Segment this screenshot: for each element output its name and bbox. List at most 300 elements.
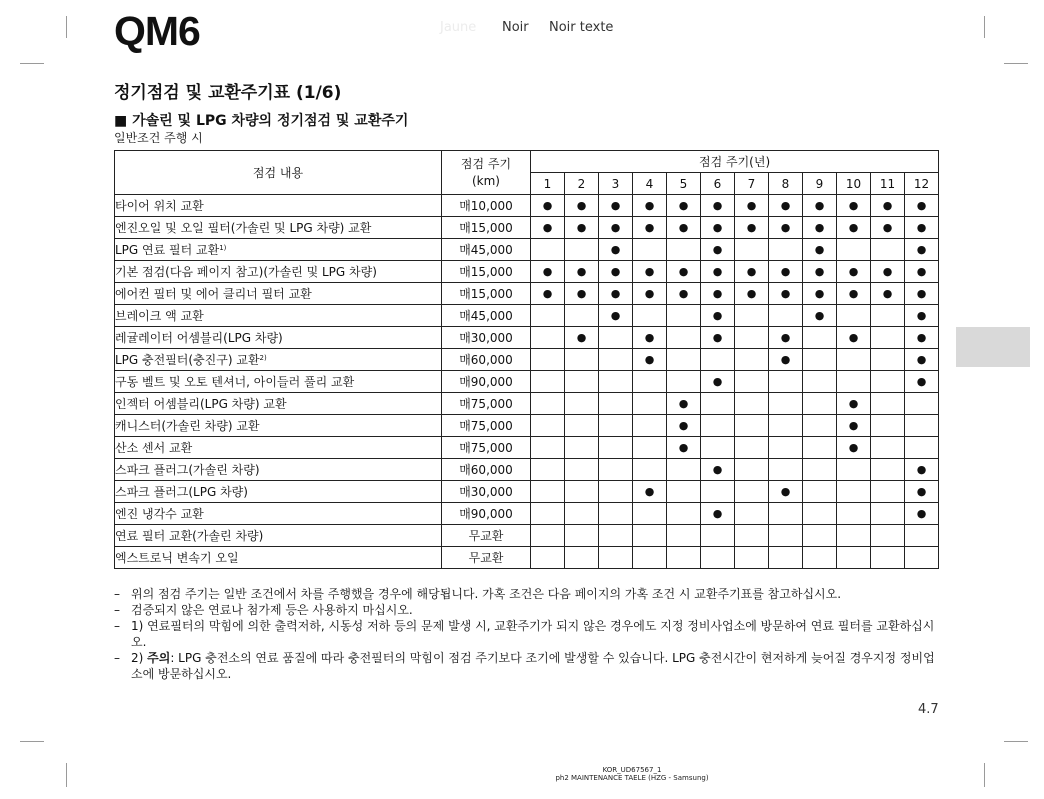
table-row bbox=[115, 547, 939, 569]
interval-empty bbox=[565, 481, 599, 503]
interval-dot: ● bbox=[667, 261, 701, 283]
interval-dot: ● bbox=[701, 283, 735, 305]
interval-empty bbox=[871, 349, 905, 371]
interval-dot: ● bbox=[667, 195, 701, 217]
interval-empty bbox=[599, 503, 633, 525]
interval-empty bbox=[803, 393, 837, 415]
interval-km: 매75,000 bbox=[442, 393, 531, 415]
interval-empty bbox=[565, 525, 599, 547]
interval-dot: ● bbox=[905, 283, 939, 305]
inspection-item bbox=[115, 239, 442, 261]
interval-dot: ● bbox=[837, 217, 871, 239]
interval-dot: ● bbox=[803, 239, 837, 261]
interval-empty bbox=[667, 349, 701, 371]
inspection-item bbox=[115, 305, 442, 327]
inspection-item-label: 레귤레이터 어셈블리(LPG 차량) bbox=[115, 331, 283, 345]
interval-dot: ● bbox=[837, 393, 871, 415]
interval-dot: ● bbox=[803, 305, 837, 327]
interval-empty bbox=[531, 349, 565, 371]
header-year-3: 3 bbox=[599, 173, 633, 195]
footnote-dash: – bbox=[114, 587, 120, 601]
interval-dot: ● bbox=[769, 327, 803, 349]
interval-empty bbox=[735, 305, 769, 327]
interval-dot: ● bbox=[531, 261, 565, 283]
interval-empty bbox=[769, 459, 803, 481]
interval-dot: ● bbox=[599, 261, 633, 283]
interval-dot: ● bbox=[701, 195, 735, 217]
interval-km: 매45,000 bbox=[442, 239, 531, 261]
interval-empty bbox=[871, 525, 905, 547]
interval-empty bbox=[599, 437, 633, 459]
interval-empty bbox=[599, 327, 633, 349]
inspection-item-label: 에어컨 필터 및 에어 클리너 필터 교환 bbox=[115, 287, 312, 301]
table-row bbox=[115, 525, 939, 547]
page-title: 정기점검 및 교환주기표 (1/6) bbox=[114, 83, 342, 103]
footnote-ref: 1) bbox=[219, 244, 227, 252]
inspection-item-label: 타이어 위치 교환 bbox=[115, 199, 204, 213]
interval-empty bbox=[837, 349, 871, 371]
interval-dot: ● bbox=[565, 327, 599, 349]
interval-empty bbox=[769, 239, 803, 261]
interval-km: 매60,000 bbox=[442, 349, 531, 371]
interval-empty bbox=[667, 459, 701, 481]
interval-dot: ● bbox=[633, 481, 667, 503]
crop-mark bbox=[20, 63, 44, 64]
interval-dot: ● bbox=[701, 371, 735, 393]
crop-mark bbox=[1004, 63, 1028, 64]
interval-dot: ● bbox=[905, 371, 939, 393]
interval-empty bbox=[769, 371, 803, 393]
interval-dot: ● bbox=[837, 283, 871, 305]
interval-empty bbox=[701, 349, 735, 371]
interval-empty bbox=[599, 547, 633, 569]
footnote-text: 검증되지 않은 연료나 첨가제 등은 사용하지 마십시오. bbox=[131, 603, 413, 617]
interval-dot: ● bbox=[803, 261, 837, 283]
interval-dot: ● bbox=[565, 261, 599, 283]
interval-empty bbox=[531, 503, 565, 525]
interval-empty bbox=[633, 437, 667, 459]
interval-empty bbox=[803, 437, 837, 459]
interval-empty bbox=[667, 371, 701, 393]
interval-dot: ● bbox=[599, 195, 633, 217]
interval-empty bbox=[599, 525, 633, 547]
interval-empty bbox=[565, 349, 599, 371]
interval-empty bbox=[905, 393, 939, 415]
interval-empty bbox=[565, 547, 599, 569]
header-year-4: 4 bbox=[633, 173, 667, 195]
inspection-item bbox=[115, 547, 442, 569]
interval-dot: ● bbox=[667, 415, 701, 437]
interval-empty bbox=[905, 437, 939, 459]
interval-dot: ● bbox=[633, 217, 667, 239]
interval-dot: ● bbox=[905, 239, 939, 261]
interval-empty bbox=[735, 239, 769, 261]
footnote-dash: – bbox=[114, 651, 120, 665]
interval-dot: ● bbox=[837, 437, 871, 459]
footnote-dash: – bbox=[114, 619, 120, 633]
inspection-item bbox=[115, 393, 442, 415]
interval-empty bbox=[837, 503, 871, 525]
header-year-7: 7 bbox=[735, 173, 769, 195]
header-year-8: 8 bbox=[769, 173, 803, 195]
interval-empty bbox=[531, 305, 565, 327]
interval-km: 매15,000 bbox=[442, 217, 531, 239]
crop-mark bbox=[66, 763, 67, 787]
interval-empty bbox=[633, 525, 667, 547]
interval-dot: ● bbox=[905, 349, 939, 371]
interval-empty bbox=[565, 371, 599, 393]
inspection-item-label: 캐니스터(가솔린 차량) 교환 bbox=[115, 419, 260, 433]
interval-empty bbox=[871, 239, 905, 261]
inspection-item-label: 엔진 냉각수 교환 bbox=[115, 507, 204, 521]
interval-empty bbox=[837, 481, 871, 503]
interval-dot: ● bbox=[735, 261, 769, 283]
interval-dot: ● bbox=[735, 195, 769, 217]
interval-empty bbox=[531, 327, 565, 349]
interval-dot: ● bbox=[531, 217, 565, 239]
footnote-ref: 2) bbox=[259, 354, 267, 362]
header-interval-km bbox=[442, 151, 531, 195]
interval-km: 매90,000 bbox=[442, 503, 531, 525]
inspection-item-label: LPG 충전필터(충진구) 교환 bbox=[115, 353, 260, 367]
interval-dot: ● bbox=[701, 459, 735, 481]
interval-empty bbox=[701, 393, 735, 415]
table-row bbox=[115, 305, 939, 327]
header-interval-km-line2: (km) bbox=[471, 173, 500, 188]
interval-dot: ● bbox=[837, 327, 871, 349]
interval-dot: ● bbox=[905, 481, 939, 503]
interval-dot: ● bbox=[565, 195, 599, 217]
interval-dot: ● bbox=[633, 283, 667, 305]
interval-empty bbox=[565, 503, 599, 525]
interval-dot: ● bbox=[701, 327, 735, 349]
inspection-item bbox=[115, 415, 442, 437]
table-row bbox=[115, 195, 939, 217]
inspection-item bbox=[115, 459, 442, 481]
interval-empty bbox=[871, 415, 905, 437]
interval-empty bbox=[633, 459, 667, 481]
interval-empty bbox=[803, 503, 837, 525]
interval-empty bbox=[803, 547, 837, 569]
interval-empty bbox=[667, 305, 701, 327]
interval-km: 매15,000 bbox=[442, 261, 531, 283]
table-row bbox=[115, 481, 939, 503]
interval-dot: ● bbox=[803, 195, 837, 217]
document-code: KOR_UD67567_1 bbox=[602, 766, 662, 774]
table-row bbox=[115, 283, 939, 305]
interval-dot: ● bbox=[871, 261, 905, 283]
interval-empty bbox=[531, 239, 565, 261]
interval-dot: ● bbox=[871, 195, 905, 217]
inspection-item-label: 스파크 플러그(가솔린 차량) bbox=[115, 463, 260, 477]
inspection-item-label: 인젝터 어셈블리(LPG 차량) 교환 bbox=[115, 397, 287, 411]
inspection-item bbox=[115, 503, 442, 525]
inspection-item bbox=[115, 371, 442, 393]
interval-empty bbox=[701, 437, 735, 459]
interval-dot: ● bbox=[871, 217, 905, 239]
interval-empty bbox=[735, 503, 769, 525]
inspection-item-label: LPG 연료 필터 교환 bbox=[115, 243, 220, 257]
interval-empty bbox=[667, 239, 701, 261]
table-row bbox=[115, 393, 939, 415]
interval-empty bbox=[871, 459, 905, 481]
header-year-9: 9 bbox=[803, 173, 837, 195]
inspection-item-label: 엑스트로닉 변속기 오일 bbox=[115, 551, 239, 565]
interval-dot: ● bbox=[837, 261, 871, 283]
interval-empty bbox=[599, 459, 633, 481]
table-row bbox=[115, 349, 939, 371]
interval-empty bbox=[803, 415, 837, 437]
interval-empty bbox=[633, 393, 667, 415]
table-row bbox=[115, 327, 939, 349]
interval-dot: ● bbox=[701, 503, 735, 525]
interval-empty bbox=[565, 239, 599, 261]
footnote-text: 위의 점검 주기는 일반 조건에서 차를 주행했을 경우에 해당됩니다. 가혹 조건은 다음 페이지의 가혹 조건 시 교환주기표를 참고하십시오. bbox=[131, 587, 842, 601]
interval-empty bbox=[735, 547, 769, 569]
interval-empty bbox=[633, 503, 667, 525]
interval-empty bbox=[871, 393, 905, 415]
inspection-item bbox=[115, 481, 442, 503]
interval-empty bbox=[837, 459, 871, 481]
interval-empty bbox=[769, 525, 803, 547]
interval-empty bbox=[905, 547, 939, 569]
interval-dot: ● bbox=[565, 283, 599, 305]
interval-dot: ● bbox=[803, 283, 837, 305]
interval-dot: ● bbox=[803, 217, 837, 239]
interval-dot: ● bbox=[667, 283, 701, 305]
interval-dot: ● bbox=[599, 217, 633, 239]
inspection-item bbox=[115, 261, 442, 283]
interval-dot: ● bbox=[735, 217, 769, 239]
interval-empty bbox=[735, 371, 769, 393]
interval-empty bbox=[599, 371, 633, 393]
footnote-number: 1) bbox=[131, 619, 148, 633]
interval-empty bbox=[667, 481, 701, 503]
interval-dot: ● bbox=[599, 305, 633, 327]
interval-empty bbox=[599, 481, 633, 503]
interval-empty bbox=[735, 525, 769, 547]
interval-dot: ● bbox=[531, 283, 565, 305]
interval-empty bbox=[735, 437, 769, 459]
interval-empty bbox=[837, 239, 871, 261]
inspection-item-label: 엔진오일 및 오일 필터(가솔린 및 LPG 차량) 교환 bbox=[115, 221, 372, 235]
inspection-item-label: 스파크 플러그(LPG 차량) bbox=[115, 485, 248, 499]
interval-empty bbox=[735, 481, 769, 503]
header-year-10: 10 bbox=[837, 173, 871, 195]
interval-empty bbox=[837, 525, 871, 547]
interval-km: 매30,000 bbox=[442, 481, 531, 503]
interval-dot: ● bbox=[667, 217, 701, 239]
interval-empty bbox=[599, 393, 633, 415]
interval-dot: ● bbox=[905, 459, 939, 481]
interval-km: 매30,000 bbox=[442, 327, 531, 349]
interval-km: 무교환 bbox=[442, 547, 531, 569]
table-row bbox=[115, 459, 939, 481]
interval-dot: ● bbox=[905, 261, 939, 283]
interval-empty bbox=[633, 415, 667, 437]
chapter-tab-marker bbox=[956, 327, 1030, 367]
interval-dot: ● bbox=[633, 327, 667, 349]
interval-km: 매45,000 bbox=[442, 305, 531, 327]
crop-mark bbox=[20, 741, 44, 742]
interval-empty bbox=[633, 305, 667, 327]
interval-dot: ● bbox=[905, 327, 939, 349]
table-row bbox=[115, 217, 939, 239]
interval-empty bbox=[633, 547, 667, 569]
interval-km: 매90,000 bbox=[442, 371, 531, 393]
interval-dot: ● bbox=[701, 305, 735, 327]
interval-empty bbox=[735, 393, 769, 415]
interval-empty bbox=[871, 547, 905, 569]
interval-empty bbox=[905, 415, 939, 437]
interval-empty bbox=[667, 525, 701, 547]
interval-empty bbox=[735, 349, 769, 371]
interval-km: 매15,000 bbox=[442, 283, 531, 305]
interval-dot: ● bbox=[599, 283, 633, 305]
interval-dot: ● bbox=[633, 349, 667, 371]
inspection-item bbox=[115, 349, 442, 371]
header-year-12: 12 bbox=[905, 173, 939, 195]
table-row bbox=[115, 239, 939, 261]
interval-empty bbox=[735, 415, 769, 437]
interval-empty bbox=[701, 525, 735, 547]
interval-dot: ● bbox=[769, 283, 803, 305]
crop-mark bbox=[66, 16, 67, 38]
footnote bbox=[114, 602, 942, 618]
table-row bbox=[115, 261, 939, 283]
header-year-11: 11 bbox=[871, 173, 905, 195]
interval-empty bbox=[531, 481, 565, 503]
interval-dot: ● bbox=[871, 283, 905, 305]
interval-km: 매75,000 bbox=[442, 437, 531, 459]
interval-dot: ● bbox=[633, 195, 667, 217]
interval-empty bbox=[701, 415, 735, 437]
interval-empty bbox=[735, 459, 769, 481]
interval-empty bbox=[633, 371, 667, 393]
inspection-item-label: 산소 센서 교환 bbox=[115, 441, 193, 455]
interval-empty bbox=[769, 547, 803, 569]
interval-empty bbox=[531, 393, 565, 415]
footnotes bbox=[114, 586, 942, 682]
inspection-item-label: 구동 벨트 및 오토 텐셔너, 아이들러 풀리 교환 bbox=[115, 375, 355, 389]
interval-empty bbox=[565, 459, 599, 481]
interval-dot: ● bbox=[531, 195, 565, 217]
interval-empty bbox=[803, 481, 837, 503]
interval-empty bbox=[735, 327, 769, 349]
interval-dot: ● bbox=[769, 217, 803, 239]
interval-empty bbox=[803, 349, 837, 371]
header-year-1: 1 bbox=[531, 173, 565, 195]
interval-empty bbox=[905, 525, 939, 547]
interval-empty bbox=[565, 393, 599, 415]
interval-dot: ● bbox=[599, 239, 633, 261]
interval-dot: ● bbox=[905, 217, 939, 239]
interval-empty bbox=[531, 525, 565, 547]
interval-empty bbox=[565, 305, 599, 327]
interval-empty bbox=[599, 349, 633, 371]
interval-empty bbox=[803, 525, 837, 547]
footnote bbox=[114, 650, 942, 682]
interval-empty bbox=[701, 481, 735, 503]
interval-dot: ● bbox=[769, 195, 803, 217]
interval-dot: ● bbox=[769, 261, 803, 283]
interval-km: 매60,000 bbox=[442, 459, 531, 481]
footnote bbox=[114, 586, 942, 602]
interval-dot: ● bbox=[701, 261, 735, 283]
maintenance-table bbox=[114, 150, 939, 569]
interval-dot: ● bbox=[667, 393, 701, 415]
crop-mark bbox=[984, 763, 985, 787]
interval-empty bbox=[837, 371, 871, 393]
interval-dot: ● bbox=[905, 503, 939, 525]
interval-km: 무교환 bbox=[442, 525, 531, 547]
interval-empty bbox=[667, 547, 701, 569]
footnote-dash: – bbox=[114, 603, 120, 617]
inspection-item bbox=[115, 217, 442, 239]
inspection-item-label: 연료 필터 교환(가솔린 차량) bbox=[115, 529, 264, 543]
interval-dot: ● bbox=[735, 283, 769, 305]
section-title: ■ 가솔린 및 LPG 차량의 정기점검 및 교환주기 bbox=[114, 113, 409, 129]
footnote-caution-label: 주의 bbox=[147, 651, 171, 665]
interval-empty bbox=[531, 371, 565, 393]
interval-empty bbox=[837, 305, 871, 327]
header-year-2: 2 bbox=[565, 173, 599, 195]
color-label-jaune: Jaune bbox=[440, 20, 477, 35]
color-label-noir-texte: Noir texte bbox=[549, 20, 614, 35]
interval-empty bbox=[871, 481, 905, 503]
interval-dot: ● bbox=[701, 217, 735, 239]
inspection-item bbox=[115, 283, 442, 305]
footnote-text: : LPG 충전소의 연료 품질에 따라 충전필터의 막힘이 점검 주기보다 조기에 발생할 수 있습니다. LPG 충전시간이 현저하게 늦어질 경우지정 정비업소에 방문하십시오. bbox=[131, 651, 935, 681]
interval-empty bbox=[565, 437, 599, 459]
interval-dot: ● bbox=[769, 481, 803, 503]
interval-km: 매10,000 bbox=[442, 195, 531, 217]
document-reference bbox=[547, 766, 717, 782]
interval-empty bbox=[565, 415, 599, 437]
document-description: ph2 MAINTENANCE TAELE (HZG - Samsung) bbox=[555, 774, 709, 782]
interval-dot: ● bbox=[837, 195, 871, 217]
interval-empty bbox=[599, 415, 633, 437]
header-year-5: 5 bbox=[667, 173, 701, 195]
footnote-text: 연료필터의 막힘에 의한 출력저하, 시동성 저하 등의 문제 발생 시, 교환주기가 되지 않은 경우에도 지정 정비사업소에 방문하여 연료 필터를 교환하십시오. bbox=[131, 619, 935, 649]
interval-empty bbox=[871, 503, 905, 525]
interval-empty bbox=[531, 547, 565, 569]
interval-dot: ● bbox=[769, 349, 803, 371]
inspection-item bbox=[115, 195, 442, 217]
header-interval-km-line1: 점검 주기 bbox=[460, 156, 512, 171]
interval-dot: ● bbox=[633, 261, 667, 283]
table-row bbox=[115, 437, 939, 459]
driving-condition: 일반조건 주행 시 bbox=[114, 131, 203, 145]
interval-empty bbox=[701, 547, 735, 569]
interval-empty bbox=[667, 327, 701, 349]
interval-empty bbox=[871, 305, 905, 327]
header-inspection-item: 점검 내용 bbox=[115, 151, 442, 195]
page-number: 4.7 bbox=[918, 702, 939, 717]
header-interval-years: 점검 주기(년) bbox=[531, 151, 939, 173]
inspection-item bbox=[115, 327, 442, 349]
interval-empty bbox=[871, 371, 905, 393]
crop-mark bbox=[984, 16, 985, 38]
header-year-6: 6 bbox=[701, 173, 735, 195]
table-row bbox=[115, 371, 939, 393]
table-row bbox=[115, 503, 939, 525]
interval-empty bbox=[769, 305, 803, 327]
interval-dot: ● bbox=[565, 217, 599, 239]
inspection-item-label: 브레이크 액 교환 bbox=[115, 309, 204, 323]
footnote bbox=[114, 618, 942, 650]
interval-empty bbox=[837, 547, 871, 569]
